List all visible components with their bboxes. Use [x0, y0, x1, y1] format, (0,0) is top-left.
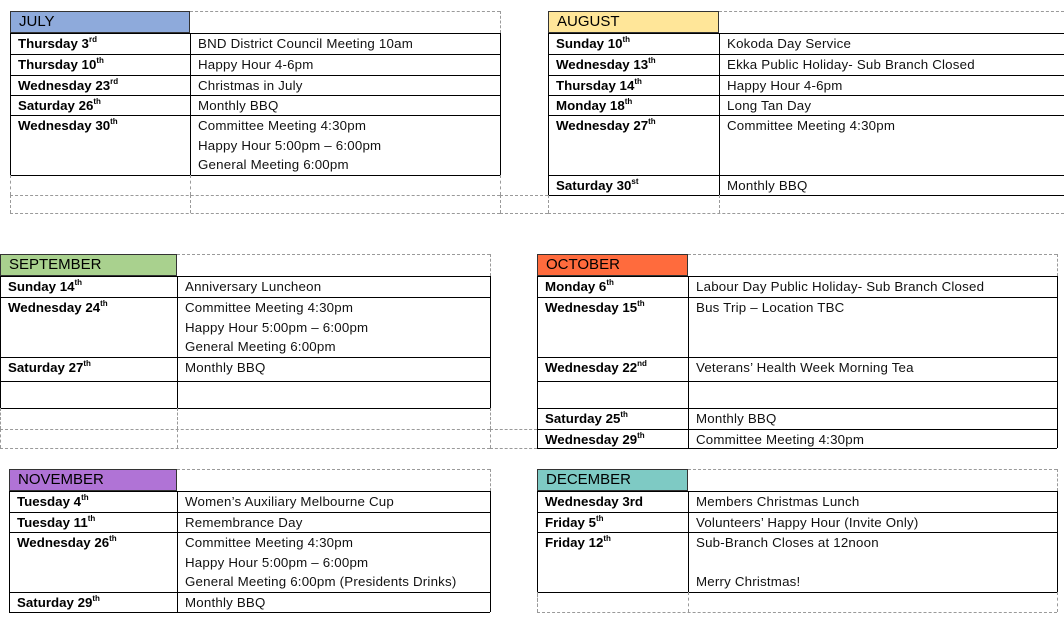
- september-gutter-rule: [490, 429, 537, 430]
- july-event: Happy Hour 5:00pm – 6:00pm: [198, 137, 382, 153]
- july-empty-col-rule: [500, 195, 501, 213]
- july-gutter-rule: [500, 213, 548, 214]
- july-event: General Meeting 6:00pm: [198, 157, 349, 172]
- september-col-rule: [177, 276, 178, 408]
- september-header-rule: [177, 254, 490, 255]
- july-empty-row-rule: [10, 195, 500, 196]
- december-date: [545, 513, 604, 533]
- july-row-rule: [10, 175, 500, 176]
- august-col-rule: [719, 33, 720, 195]
- august-event: Monthly BBQ: [727, 178, 808, 193]
- september-empty-col-rule: [490, 408, 491, 429]
- october-event: Veterans’ Health Week Morning Tea: [696, 360, 914, 375]
- august-date-suffix: th: [634, 77, 642, 86]
- september-event: Committee Meeting 4:30pm: [185, 300, 354, 315]
- july-col-rule: [500, 33, 501, 175]
- september-col-rule: [0, 276, 1, 408]
- july-date-suffix: rd: [88, 35, 97, 44]
- july-month-header: JULY: [10, 11, 190, 33]
- july-empty-col-rule: [500, 175, 501, 195]
- july-date: [18, 34, 97, 54]
- december-date: [545, 492, 643, 512]
- august-date: [556, 96, 632, 116]
- october-date-suffix: nd: [637, 359, 647, 368]
- december-date-suffix: th: [596, 514, 604, 523]
- august-empty-row-rule: [548, 213, 1064, 214]
- november-event: Monthly BBQ: [185, 595, 266, 610]
- september-date-suffix: th: [83, 359, 91, 368]
- august-date-day: Wednesday 27: [556, 118, 649, 133]
- december-month-header: DECEMBER: [537, 469, 688, 491]
- august-date-day: Thursday 14: [556, 78, 635, 93]
- july-empty-col-rule: [190, 175, 191, 195]
- july-date-suffix: th: [110, 117, 118, 126]
- september-empty-col-rule: [0, 408, 1, 429]
- july-empty-row-rule: [10, 213, 500, 214]
- august-event: Happy Hour 4-6pm: [727, 78, 843, 93]
- july-empty-col-rule: [10, 175, 11, 195]
- october-header-rule: [1057, 254, 1058, 276]
- july-date: [18, 55, 104, 75]
- december-empty-col-rule: [1057, 592, 1058, 612]
- december-date-day: Friday 12: [545, 535, 604, 550]
- september-date-suffix: th: [74, 278, 83, 287]
- july-event: Committee Meeting 4:30pm: [198, 118, 367, 133]
- july-empty-col-rule: [190, 195, 191, 213]
- october-date: [545, 298, 645, 318]
- october-date: [545, 358, 647, 378]
- december-event: Members Christmas Lunch: [696, 494, 860, 509]
- november-event: Women’s Auxiliary Melbourne Cup: [185, 494, 394, 509]
- september-date: [8, 277, 82, 297]
- december-event: Merry Christmas!: [696, 574, 801, 589]
- october-date: [545, 277, 614, 297]
- september-row-rule: [0, 381, 490, 382]
- july-header-rule: [190, 11, 500, 12]
- november-date-day: Tuesday 4: [17, 494, 82, 509]
- october-date-day: Monday 6: [545, 279, 607, 294]
- december-date-suffix: th: [603, 534, 611, 543]
- october-col-rule: [537, 276, 538, 448]
- july-date: [18, 76, 118, 96]
- november-header-rule: [490, 469, 491, 491]
- september-event: Monthly BBQ: [185, 360, 266, 375]
- august-date-day: Saturday 30: [556, 178, 632, 193]
- july-col-rule: [10, 33, 11, 175]
- september-event: Anniversary Luncheon: [185, 279, 322, 294]
- september-date-suffix: th: [100, 299, 108, 308]
- november-date: [17, 513, 95, 533]
- december-event: Sub-Branch Closes at 12noon: [696, 535, 879, 550]
- july-event: Christmas in July: [198, 78, 303, 93]
- august-date: [556, 34, 630, 54]
- july-date-suffix: rd: [110, 77, 119, 86]
- december-empty-row-rule: [537, 612, 1057, 613]
- july-header-rule: [500, 11, 501, 33]
- august-date-suffix: th: [648, 56, 656, 65]
- november-col-rule: [9, 491, 10, 612]
- november-event: Committee Meeting 4:30pm: [185, 535, 354, 550]
- september-month-header: SEPTEMBER: [0, 254, 177, 276]
- august-date: [556, 55, 656, 75]
- october-row-rule: [537, 381, 1057, 382]
- august-date-day: Monday 18: [556, 98, 625, 113]
- december-row-rule: [537, 592, 1057, 593]
- september-date-day: Wednesday 24: [8, 300, 101, 315]
- october-date: [545, 430, 645, 450]
- august-date-day: Sunday 10: [556, 36, 623, 51]
- november-header-rule: [177, 469, 490, 470]
- september-empty-col-rule: [177, 408, 178, 429]
- october-event: Committee Meeting 4:30pm: [696, 432, 865, 447]
- october-header-rule: [688, 254, 1057, 255]
- november-event: General Meeting 6:00pm (Presidents Drinks): [185, 574, 457, 589]
- october-date-suffix: th: [620, 410, 628, 419]
- november-month-header: NOVEMBER: [9, 469, 177, 491]
- august-event: Committee Meeting 4:30pm: [727, 118, 896, 133]
- july-empty-col-rule: [10, 195, 11, 213]
- october-col-rule: [1057, 276, 1058, 448]
- july-date-day: Thursday 10: [18, 57, 97, 72]
- september-date-day: Saturday 27: [8, 360, 84, 375]
- november-date: [17, 593, 100, 613]
- july-date-day: Thursday 3: [18, 36, 89, 51]
- july-event: Happy Hour 4-6pm: [198, 57, 314, 72]
- december-date: [545, 533, 611, 553]
- july-date-suffix: th: [96, 56, 104, 65]
- november-date-day: Saturday 29: [17, 595, 93, 610]
- december-col-rule: [1057, 491, 1058, 592]
- december-col-rule: [688, 491, 689, 592]
- august-month-header: AUGUST: [548, 11, 719, 33]
- august-date-suffix: th: [622, 35, 631, 44]
- november-date-day: Tuesday 11: [17, 515, 88, 530]
- october-date-day: Wednesday 22: [545, 360, 638, 375]
- september-empty-row-rule: [0, 429, 490, 430]
- july-date-suffix: th: [93, 97, 101, 106]
- july-col-rule: [190, 33, 191, 175]
- august-date-suffix: th: [648, 117, 656, 126]
- november-event: Happy Hour 5:00pm – 6:00pm: [185, 554, 369, 570]
- october-date-suffix: th: [637, 299, 645, 308]
- october-date: [545, 409, 628, 429]
- october-date-day: Wednesday 15: [545, 300, 638, 315]
- october-col-rule: [688, 276, 689, 448]
- december-header-rule: [1057, 469, 1058, 491]
- august-header-rule: [719, 11, 1064, 12]
- november-col-rule: [490, 491, 491, 612]
- december-header-rule: [688, 469, 1057, 470]
- august-col-rule: [548, 33, 549, 195]
- november-date: [17, 492, 89, 512]
- october-event: Labour Day Public Holiday- Sub Branch Closed: [696, 279, 985, 294]
- november-col-rule: [177, 491, 178, 612]
- november-date-suffix: th: [81, 493, 89, 502]
- november-date-suffix: th: [109, 534, 117, 543]
- october-event: Monthly BBQ: [696, 411, 777, 426]
- august-date-day: Wednesday 13: [556, 57, 649, 72]
- september-date: [8, 358, 91, 378]
- october-date-day: Saturday 25: [545, 411, 621, 426]
- july-date: [18, 116, 118, 136]
- september-row-rule: [0, 408, 490, 409]
- september-event: Happy Hour 5:00pm – 6:00pm: [185, 319, 369, 335]
- august-date: [556, 176, 639, 196]
- july-date-day: Saturday 26: [18, 98, 94, 113]
- september-date: [8, 298, 108, 318]
- september-gutter-rule: [490, 448, 537, 449]
- september-empty-col-rule: [0, 429, 1, 448]
- december-col-rule: [537, 491, 538, 592]
- september-col-rule: [490, 276, 491, 408]
- august-date-suffix: th: [624, 97, 633, 106]
- october-month-header: OCTOBER: [537, 254, 688, 276]
- august-empty-col-rule: [548, 195, 549, 213]
- november-date-suffix: th: [87, 514, 96, 523]
- september-date-day: Sunday 14: [8, 279, 75, 294]
- august-event: Ekka Public Holiday- Sub Branch Closed: [727, 57, 975, 72]
- july-event: Monthly BBQ: [198, 98, 279, 113]
- august-empty-col-rule: [719, 195, 720, 213]
- november-event: Remembrance Day: [185, 515, 303, 530]
- september-empty-col-rule: [490, 429, 491, 448]
- july-date-day: Wednesday 23: [18, 78, 111, 93]
- august-date: [556, 76, 642, 96]
- december-event: Volunteers’ Happy Hour (Invite Only): [696, 515, 919, 530]
- october-event: Bus Trip – Location TBC: [696, 300, 845, 315]
- august-date: [556, 116, 656, 136]
- july-date: [18, 96, 101, 116]
- october-date-suffix: th: [637, 431, 645, 440]
- september-event: General Meeting 6:00pm: [185, 339, 336, 354]
- december-empty-col-rule: [537, 592, 538, 612]
- october-date-day: Wednesday 29: [545, 432, 638, 447]
- september-empty-row-rule: [0, 448, 490, 449]
- july-event: BND District Council Meeting 10am: [198, 36, 413, 51]
- august-event: Kokoda Day Service: [727, 36, 852, 51]
- september-empty-col-rule: [177, 429, 178, 448]
- october-date-suffix: th: [606, 278, 614, 287]
- july-gutter-rule: [500, 195, 548, 196]
- december-date-day: Friday 5: [545, 515, 596, 530]
- july-date-day: Wednesday 30: [18, 118, 111, 133]
- august-event: Long Tan Day: [727, 98, 812, 113]
- november-date-day: Wednesday 26: [17, 535, 110, 550]
- september-header-rule: [490, 254, 491, 276]
- august-date-suffix: st: [631, 177, 639, 186]
- december-empty-col-rule: [688, 592, 689, 612]
- november-date-suffix: th: [92, 594, 100, 603]
- november-date: [17, 533, 117, 553]
- december-date-day: Wednesday 3rd: [545, 494, 644, 509]
